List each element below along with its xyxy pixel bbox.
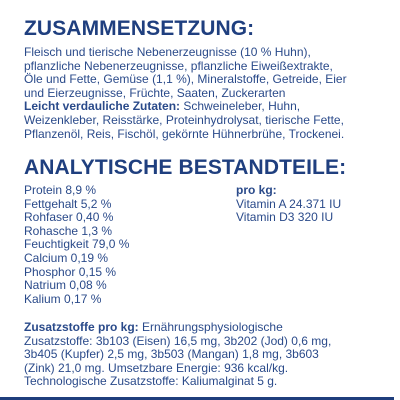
additives-first: Ernährungsphysiologische <box>138 320 283 334</box>
additives-text <box>24 321 384 389</box>
analytical-item: Protein 8,9 % <box>24 183 97 197</box>
composition-line: und Eierzeugnisse, Früchte, Saaten, Zuckerarten <box>24 85 286 100</box>
analytical-item: Phosphor 0,15 % <box>24 264 117 279</box>
digestible-label: Leicht verdauliche Zutaten: <box>24 99 181 114</box>
additives-line: Zusatzstoffe: 3b103 (Eisen) 16,5 mg, 3b202 (Jod) 0,6 mg, <box>24 333 332 348</box>
composition-line: pflanzliche Nebenerzeugnisse, pflanzliche Eiweißextrakte, <box>24 58 333 73</box>
per-kg-label: pro kg: <box>236 183 277 197</box>
analytical-item: Kalium 0,17 % <box>24 291 102 306</box>
composition-line: Fleisch und tierische Nebenerzeugnisse (10 % Huhn), <box>24 45 311 59</box>
additives-line <box>24 321 384 335</box>
additives-line: 3b405 (Kupfer) 2,5 mg, 3b503 (Mangan) 1,8 mg, 3b603 <box>24 347 319 362</box>
analytical-item: Rohasche 1,3 % <box>24 223 113 238</box>
analytical-right-list <box>236 184 341 225</box>
digestible-line: Weizenkleber, Reisstärke, Proteinhydrolysat, tierische Fette, <box>24 112 344 127</box>
analytical-item: Calcium 0,19 % <box>24 250 109 265</box>
analytical-item: Fettgehalt 5,2 % <box>24 196 112 211</box>
additives-line: (Zink) 21,0 mg. Umsetzbare Energie: 936 kcal/kg. <box>24 360 289 375</box>
digestible-first: Schweineleber, Huhn, <box>180 99 301 114</box>
analytical-heading: ANALYTISCHE BESTANDTEILE: <box>24 156 347 179</box>
composition-heading: ZUSAMMENSETZUNG: <box>24 17 255 40</box>
vitamin-item: Vitamin D3 320 IU <box>236 210 334 225</box>
additives-line: Technologische Zusatzstoffe: Kaliumalginat 5 g. <box>24 374 278 389</box>
composition-line: Öle und Fette, Gemüse (1,1 %), Mineralstoffe, Getreide, Eier <box>24 72 347 87</box>
digestible-line <box>24 100 384 114</box>
analytical-item: Feuchtigkeit 79,0 % <box>24 237 130 252</box>
analytical-item: Natrium 0,08 % <box>24 278 107 293</box>
composition-text <box>24 46 384 141</box>
analytical-item: Rohfaser 0,40 % <box>24 210 114 225</box>
analytical-left-list <box>24 184 129 306</box>
additives-label: Zusatzstoffe pro kg: <box>24 320 139 334</box>
vitamin-item: Vitamin A 24.371 IU <box>236 196 342 211</box>
digestible-line: Pflanzenöl, Reis, Fischöl, gekörnte Hühnerbrühe, Trockenei. <box>24 126 345 141</box>
